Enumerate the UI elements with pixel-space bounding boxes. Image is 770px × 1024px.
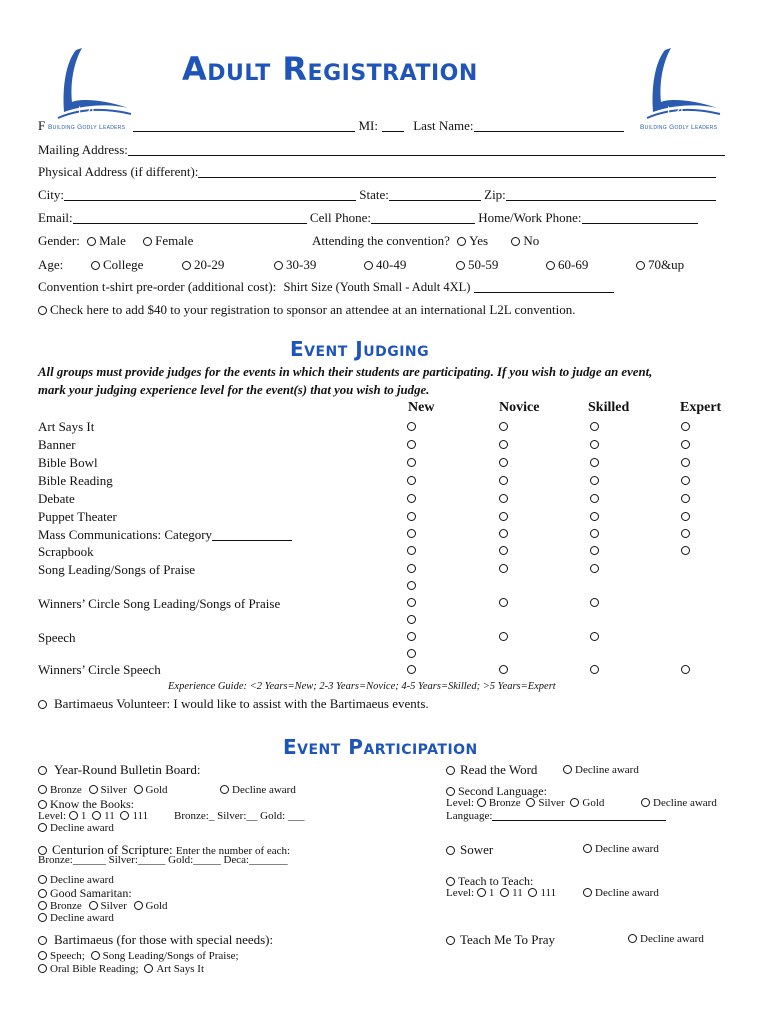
- radio-icon[interactable]: [499, 529, 508, 538]
- read-the-word-decline[interactable]: Decline award: [563, 764, 639, 776]
- radio-icon[interactable]: [143, 237, 152, 246]
- age-label: Age:: [38, 257, 64, 272]
- radio-icon[interactable]: [477, 888, 486, 897]
- event-puppet-theater: Puppet Theater: [38, 509, 117, 524]
- page-title: Adult Registration: [182, 50, 478, 88]
- contact-row: [38, 210, 698, 226]
- radio-icon[interactable]: [681, 546, 690, 555]
- gender-female[interactable]: Female: [143, 233, 193, 248]
- centurion[interactable]: Centurion of Scripture: Enter the number of each:: [38, 842, 290, 858]
- radio-icon[interactable]: [134, 901, 143, 910]
- radio-icon[interactable]: [499, 512, 508, 521]
- name-row: [38, 118, 624, 134]
- bartimaeus-options-2: Oral Bible Reading; Art Says It: [38, 963, 204, 975]
- col-novice: Novice: [499, 400, 540, 415]
- radio-icon[interactable]: [641, 798, 650, 807]
- bulletin-board[interactable]: Year-Round Bulletin Board:: [38, 762, 200, 778]
- radio-icon[interactable]: [499, 564, 508, 573]
- radio-icon[interactable]: [681, 440, 690, 449]
- age-70-up[interactable]: 70&up: [636, 257, 684, 273]
- radio-icon[interactable]: [446, 846, 455, 855]
- radio-icon[interactable]: [499, 546, 508, 555]
- radio-icon[interactable]: [590, 422, 599, 431]
- shirt-size-field[interactable]: [474, 280, 614, 293]
- bartimaeus[interactable]: Bartimaeus (for those with special needs):: [38, 932, 273, 948]
- gender-row: [38, 233, 193, 249]
- second-language-decline[interactable]: Decline award: [641, 797, 717, 809]
- bartimaeus-options-1: Speech; Song Leading/Songs of Praise;: [38, 950, 239, 962]
- radio-icon[interactable]: [38, 936, 47, 945]
- second-language[interactable]: Second Language:: [446, 784, 547, 799]
- col-expert: Expert: [680, 400, 722, 415]
- radio-icon[interactable]: [500, 888, 509, 897]
- event-bible-bowl: Bible Bowl: [38, 455, 98, 470]
- event-speech: Speech: [38, 630, 76, 645]
- event-scrapbook: Scrapbook: [38, 544, 94, 559]
- good-samaritan[interactable]: Good Samaritan:: [38, 886, 132, 901]
- city-label: City:: [38, 187, 65, 202]
- experience-guide: Experience Guide: <2 Years=New; 2-3 Years=Novice; 4-5 Years=Skilled; >5 Years=Expert: [168, 681, 556, 692]
- sponsor-row[interactable]: [38, 302, 576, 318]
- zip-label: Zip:: [484, 187, 506, 202]
- radio-icon[interactable]: [407, 598, 416, 607]
- logo-tagline-right: Building Godly Leaders: [640, 124, 718, 131]
- radio-icon[interactable]: [407, 494, 416, 503]
- radio-icon[interactable]: [528, 888, 537, 897]
- radio-icon[interactable]: [220, 785, 229, 794]
- event-winners-speech: Winners’ Circle Speech: [38, 662, 161, 677]
- radio-icon[interactable]: [182, 261, 191, 270]
- language-field[interactable]: [492, 811, 666, 821]
- radio-icon[interactable]: [407, 529, 416, 538]
- radio-icon[interactable]: [546, 261, 555, 270]
- radio-icon[interactable]: [590, 476, 599, 485]
- radio-icon[interactable]: [499, 440, 508, 449]
- radio-icon[interactable]: [364, 261, 373, 270]
- second-language-levels: Level: Bronze Silver Gold: [446, 797, 605, 809]
- radio-icon[interactable]: [38, 951, 47, 960]
- judging-intro-1: All groups must provide judges for the events in which their students are participating. If you wish to judge an event,: [38, 365, 653, 379]
- last-name-label: Last Name:: [413, 118, 474, 133]
- teach-to-teach-levels: Level: 1 11 111: [446, 887, 557, 899]
- radio-icon[interactable]: [499, 665, 508, 674]
- radio-icon[interactable]: [499, 632, 508, 641]
- age-40-49[interactable]: 40-49: [364, 257, 406, 273]
- radio-icon[interactable]: [681, 494, 690, 503]
- centurion-decline[interactable]: Decline award: [38, 874, 114, 886]
- radio-icon[interactable]: [636, 261, 645, 270]
- radio-icon[interactable]: [681, 458, 690, 467]
- city-row: [38, 187, 716, 203]
- radio-icon[interactable]: [590, 512, 599, 521]
- radio-icon[interactable]: [38, 766, 47, 775]
- home-label: Home/Work Phone:: [478, 210, 582, 225]
- physical-field[interactable]: [198, 165, 716, 178]
- radio-icon[interactable]: [407, 581, 416, 590]
- radio-icon[interactable]: [511, 237, 520, 246]
- teach-me-to-pray[interactable]: Teach Me To Pray: [446, 932, 555, 948]
- radio-icon[interactable]: [446, 877, 455, 886]
- event-mass-communications: Mass Communications: Category: [38, 527, 292, 543]
- gender-label: Gender:: [38, 233, 80, 248]
- mi-field[interactable]: [382, 119, 404, 132]
- col-skilled: Skilled: [588, 400, 630, 415]
- sponsor-text: Check here to add $40 to your registration to sponsor an attendee at an international L2L convention.: [50, 302, 576, 317]
- logo-mark: L2L: [667, 104, 688, 118]
- know-books-decline[interactable]: Decline award: [38, 822, 114, 834]
- mailing-row: [38, 142, 725, 158]
- bulletin-levels: Bronze Silver Gold: [38, 784, 168, 796]
- know-books-levels: Level: 1 11 111: [38, 810, 149, 822]
- checkbox-circle-icon[interactable]: [38, 306, 47, 315]
- col-new: New: [408, 400, 435, 415]
- read-the-word[interactable]: Read the Word: [446, 762, 537, 778]
- mass-comm-category-field[interactable]: [212, 528, 292, 541]
- age-50-59[interactable]: 50-59: [456, 257, 498, 273]
- bartimaeus-volunteer-row[interactable]: [38, 696, 429, 712]
- radio-icon[interactable]: [89, 901, 98, 910]
- teach-me-to-pray-decline[interactable]: Decline award: [628, 933, 704, 945]
- radio-icon[interactable]: [583, 888, 592, 897]
- zip-field[interactable]: [506, 188, 716, 201]
- judging-intro-2: mark your judging experience level for the event(s) that you wish to judge.: [38, 383, 430, 397]
- radio-icon[interactable]: [590, 494, 599, 503]
- radio-icon[interactable]: [120, 811, 129, 820]
- radio-icon[interactable]: [526, 798, 535, 807]
- sower-decline[interactable]: Decline award: [583, 843, 659, 855]
- radio-icon[interactable]: [38, 823, 47, 832]
- event-bible-reading: Bible Reading: [38, 473, 113, 488]
- radio-icon[interactable]: [144, 964, 153, 973]
- radio-icon[interactable]: [38, 800, 47, 809]
- know-books[interactable]: Know the Books:: [38, 797, 134, 812]
- centurion-blanks: Bronze:______ Silver:_____ Gold:_____ Deca:_______: [38, 854, 288, 866]
- radio-icon[interactable]: [499, 476, 508, 485]
- radio-icon[interactable]: [681, 476, 690, 485]
- convention-label: Attending the convention?: [312, 233, 450, 248]
- radio-icon[interactable]: [446, 766, 455, 775]
- cell-field[interactable]: [371, 211, 475, 224]
- radio-icon[interactable]: [407, 665, 416, 674]
- home-field[interactable]: [582, 211, 698, 224]
- radio-icon[interactable]: [590, 564, 599, 573]
- know-books-blanks: Bronze:_ Silver:__ Gold: ___: [174, 810, 305, 822]
- logo-right: [625, 42, 725, 132]
- convention-yes[interactable]: Yes: [457, 233, 488, 248]
- event-art-says-it: Art Says It: [38, 419, 95, 434]
- radio-icon[interactable]: [407, 615, 416, 624]
- radio-icon[interactable]: [499, 422, 508, 431]
- radio-icon[interactable]: [590, 458, 599, 467]
- age-30-39[interactable]: 30-39: [274, 257, 316, 273]
- radio-icon[interactable]: [563, 765, 572, 774]
- first-name-field[interactable]: [133, 119, 355, 132]
- state-label: State:: [359, 187, 389, 202]
- radio-icon[interactable]: [38, 913, 47, 922]
- radio-icon[interactable]: [38, 964, 47, 973]
- radio-icon[interactable]: [499, 598, 508, 607]
- radio-icon[interactable]: [407, 512, 416, 521]
- radio-icon[interactable]: [87, 237, 96, 246]
- sower[interactable]: Sower: [446, 842, 493, 858]
- participation-title: Event Participation: [283, 735, 478, 759]
- good-samaritan-levels: Bronze Silver Gold: [38, 900, 168, 912]
- radio-icon[interactable]: [407, 632, 416, 641]
- city-field[interactable]: [64, 188, 356, 201]
- radio-icon[interactable]: [590, 598, 599, 607]
- radio-icon[interactable]: [69, 811, 78, 820]
- radio-icon[interactable]: [38, 901, 47, 910]
- logo-mark: L2L: [78, 104, 99, 118]
- radio-icon[interactable]: [91, 261, 100, 270]
- radio-icon[interactable]: [499, 494, 508, 503]
- physical-row: [38, 164, 716, 180]
- shirt-size-label: Shirt Size (Youth Small - Adult 4XL): [283, 280, 471, 294]
- convention-row: [312, 233, 539, 249]
- radio-icon[interactable]: [91, 951, 100, 960]
- mi-label: MI:: [358, 118, 378, 133]
- judging-title: Event Judging: [290, 337, 430, 361]
- email-field[interactable]: [73, 211, 307, 224]
- radio-icon[interactable]: [407, 564, 416, 573]
- radio-icon[interactable]: [407, 422, 416, 431]
- mailing-label: Mailing Address:: [38, 142, 128, 157]
- teach-to-teach[interactable]: Teach to Teach:: [446, 874, 533, 889]
- teach-to-teach-decline[interactable]: Decline award: [583, 887, 659, 899]
- age-20-29[interactable]: 20-29: [182, 257, 224, 273]
- mailing-field[interactable]: [128, 143, 725, 156]
- tshirt-row: [38, 279, 614, 295]
- radio-icon[interactable]: [274, 261, 283, 270]
- bartimaeus-volunteer-text: Bartimaeus Volunteer: I would like to assist with the Bartimaeus events.: [54, 696, 429, 711]
- logo-tagline-left: Building Godly Leaders: [48, 124, 126, 131]
- language-row: Language:: [446, 810, 666, 822]
- radio-icon[interactable]: [590, 632, 599, 641]
- good-samaritan-decline[interactable]: Decline award: [38, 912, 114, 924]
- radio-icon[interactable]: [407, 440, 416, 449]
- radio-icon[interactable]: [38, 785, 47, 794]
- age-60-69[interactable]: 60-69: [546, 257, 588, 273]
- event-debate: Debate: [38, 491, 75, 506]
- l2l-logo-icon: [625, 42, 725, 132]
- radio-icon[interactable]: [590, 440, 599, 449]
- radio-icon[interactable]: [92, 811, 101, 820]
- gender-male[interactable]: Male: [87, 233, 126, 248]
- radio-icon[interactable]: [681, 422, 690, 431]
- state-field[interactable]: [389, 188, 481, 201]
- convention-no[interactable]: No: [511, 233, 539, 248]
- last-name-field[interactable]: [474, 119, 624, 132]
- radio-icon[interactable]: [407, 649, 416, 658]
- radio-icon[interactable]: [38, 875, 47, 884]
- physical-label: Physical Address (if different):: [38, 164, 199, 179]
- radio-icon[interactable]: [446, 936, 455, 945]
- radio-icon[interactable]: [590, 529, 599, 538]
- bulletin-decline[interactable]: Decline award: [220, 784, 296, 796]
- cell-label: Cell Phone:: [309, 210, 371, 225]
- radio-icon[interactable]: [590, 546, 599, 555]
- age-college[interactable]: College: [91, 257, 143, 273]
- radio-icon[interactable]: [681, 512, 690, 521]
- event-banner: Banner: [38, 437, 76, 452]
- radio-icon[interactable]: [38, 889, 47, 898]
- first-name-label: F: [38, 118, 46, 133]
- radio-icon[interactable]: [570, 798, 579, 807]
- radio-icon[interactable]: [407, 546, 416, 555]
- tshirt-label: Convention t-shirt pre-order (additional cost):: [38, 279, 277, 294]
- radio-icon[interactable]: [89, 785, 98, 794]
- radio-icon[interactable]: [457, 237, 466, 246]
- radio-icon[interactable]: [407, 476, 416, 485]
- checkbox-circle-icon[interactable]: [38, 700, 47, 709]
- radio-icon[interactable]: [681, 529, 690, 538]
- radio-icon[interactable]: [499, 458, 508, 467]
- radio-icon[interactable]: [134, 785, 143, 794]
- email-label: Email:: [38, 210, 73, 225]
- radio-icon[interactable]: [590, 665, 599, 674]
- radio-icon[interactable]: [407, 458, 416, 467]
- radio-icon[interactable]: [628, 934, 637, 943]
- event-song-leading: Song Leading/Songs of Praise: [38, 562, 196, 577]
- radio-icon[interactable]: [583, 844, 592, 853]
- event-winners-song: Winners’ Circle Song Leading/Songs of Praise: [38, 596, 281, 611]
- radio-icon[interactable]: [446, 787, 455, 796]
- radio-icon[interactable]: [456, 261, 465, 270]
- radio-icon[interactable]: [477, 798, 486, 807]
- radio-icon[interactable]: [681, 665, 690, 674]
